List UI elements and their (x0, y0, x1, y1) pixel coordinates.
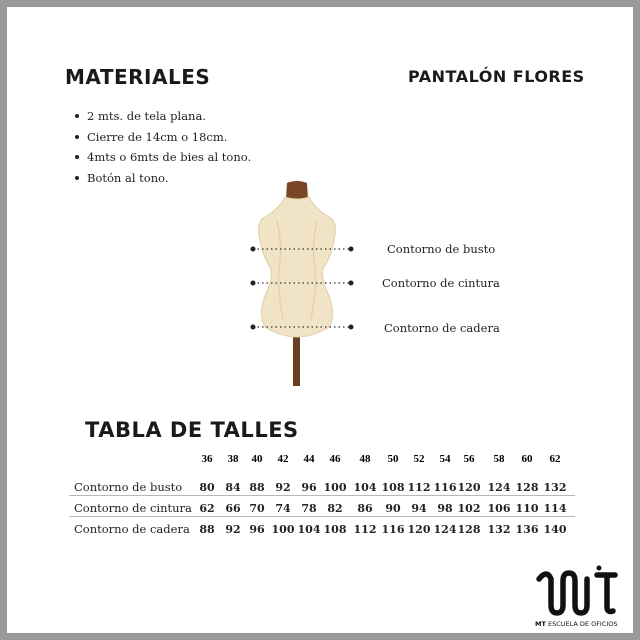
size-header-cell: 48 (359, 453, 371, 465)
table-cell: 90 (385, 502, 401, 515)
table-cell: 74 (275, 502, 291, 515)
table-cell: 132 (543, 481, 567, 494)
materials-item: Botón al tono. (75, 168, 251, 189)
table-cell: 100 (271, 523, 295, 536)
bullet-icon (75, 155, 79, 159)
table-cell: 114 (543, 502, 567, 515)
table-cell: 136 (515, 523, 539, 536)
size-header-cell: 50 (387, 453, 399, 465)
materials-item: Cierre de 14cm o 18cm. (75, 127, 251, 148)
table-cell: 102 (457, 502, 481, 515)
hip-label: Contorno de cadera (384, 321, 500, 335)
table-cell: 78 (301, 502, 317, 515)
table-cell: 120 (407, 523, 431, 536)
table-cell: 92 (275, 481, 291, 494)
mt-logo-icon (535, 565, 619, 617)
logo-text: ESCUELA DE OFICIOS (547, 620, 618, 628)
table-cell: 84 (225, 481, 241, 494)
table-divider (69, 516, 575, 517)
table-cell: 86 (357, 502, 373, 515)
table-cell: 98 (437, 502, 453, 515)
mannequin-neck (286, 181, 308, 199)
table-cell: 88 (249, 481, 265, 494)
table-cell: 108 (323, 523, 347, 536)
mannequin-body (259, 197, 336, 337)
logo-brand: MT (535, 620, 546, 628)
table-cell: 112 (353, 523, 377, 536)
table-cell: 120 (457, 481, 481, 494)
table-cell: 112 (407, 481, 431, 494)
size-header-cell: 44 (303, 453, 315, 465)
size-header-cell: 54 (439, 453, 451, 465)
size-header-cell: 56 (463, 453, 475, 465)
materials-list (75, 106, 251, 188)
table-cell: 70 (249, 502, 265, 515)
size-header-cell: 36 (201, 453, 213, 465)
table-cell: 140 (543, 523, 567, 536)
size-header-cell: 46 (329, 453, 341, 465)
bullet-icon (75, 114, 79, 118)
mannequin-stand (293, 332, 300, 386)
table-cell: 104 (297, 523, 321, 536)
mannequin-illustration (237, 177, 357, 387)
table-cell: 116 (381, 523, 405, 536)
table-cell: 88 (199, 523, 215, 536)
size-header-cell: 60 (521, 453, 533, 465)
table-cell: 96 (301, 481, 317, 494)
table-cell: 104 (353, 481, 377, 494)
table-row-label: Contorno de busto (74, 480, 183, 494)
size-header-cell: 52 (413, 453, 425, 465)
bullet-icon (75, 135, 79, 139)
table-cell: 132 (487, 523, 511, 536)
table-row-label: Contorno de cintura (74, 501, 192, 515)
table-row-label: Contorno de cadera (74, 522, 190, 536)
table-cell: 124 (487, 481, 511, 494)
size-header-cell: 62 (549, 453, 561, 465)
table-cell: 94 (411, 502, 427, 515)
table-cell: 66 (225, 502, 241, 515)
materials-item: 2 mts. de tela plana. (75, 106, 251, 127)
table-cell: 82 (327, 502, 343, 515)
table-cell: 100 (323, 481, 347, 494)
table-cell: 108 (381, 481, 405, 494)
materials-title: MATERIALES (65, 65, 211, 89)
size-header-cell: 42 (277, 453, 289, 465)
table-cell: 116 (433, 481, 457, 494)
table-cell: 80 (199, 481, 215, 494)
table-cell: 128 (457, 523, 481, 536)
bullet-icon (75, 176, 79, 180)
logo-caption (535, 620, 618, 628)
table-cell: 110 (515, 502, 539, 515)
table-cell: 92 (225, 523, 241, 536)
pattern-title: PANTALÓN FLORES (408, 67, 585, 86)
table-cell: 96 (249, 523, 265, 536)
size-header-cell: 38 (227, 453, 239, 465)
table-cell: 62 (199, 502, 215, 515)
table-cell: 124 (433, 523, 457, 536)
page (7, 7, 633, 633)
size-header-cell: 40 (251, 453, 263, 465)
size-table-title: TABLA DE TALLES (85, 418, 299, 442)
table-cell: 106 (487, 502, 511, 515)
table-cell: 128 (515, 481, 539, 494)
size-header-cell: 58 (493, 453, 505, 465)
table-divider (69, 495, 575, 496)
bust-label: Contorno de busto (387, 242, 496, 256)
materials-item: 4mts o 6mts de bies al tono. (75, 147, 251, 168)
waist-label: Contorno de cintura (382, 276, 500, 290)
